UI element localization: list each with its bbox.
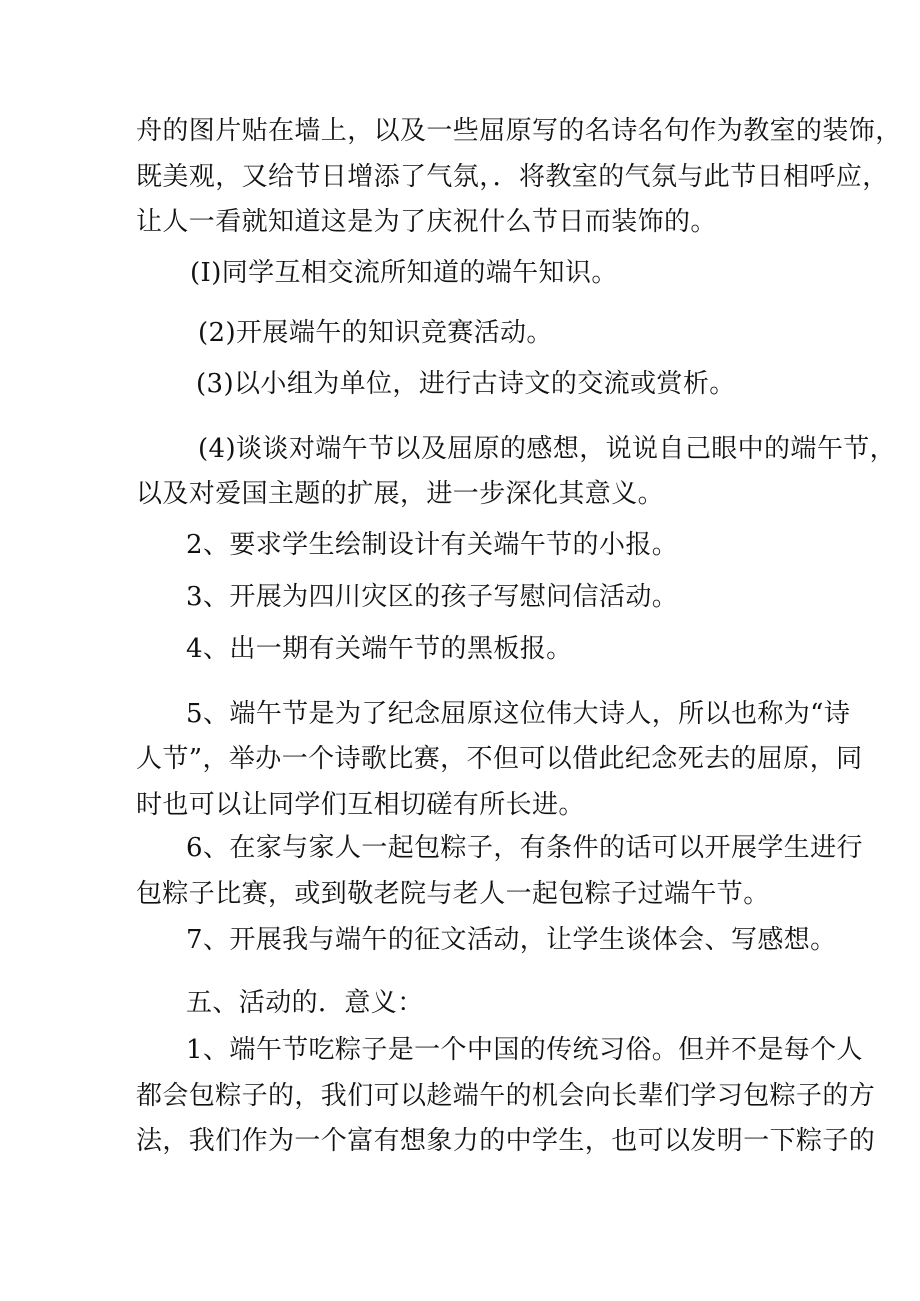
text-line: 都会包粽子的，我们可以趁端午的机会向长辈们学习包粽子的方 [136,1081,876,1111]
text-line: (4)谈谈对端午节以及屈原的感想，说说自己眼中的端午节， [198,434,897,464]
text-line: 让人一看就知道这是为了庆祝什么节日而装饰的。 [136,207,717,237]
text-line: (I)同学互相交流所知道的端午知识。 [190,258,618,288]
text-line: 以及对爱国主题的扩展，进一步深化其意义。 [136,479,665,509]
text-line: 既美观，又给节日增添了气氛，．将教室的气氛与此节日相呼应， [136,162,889,192]
text-line: (3)以小组为单位，进行古诗文的交流或赏析。 [196,369,736,399]
text-line: 人节”，举办一个诗歌比赛，不但可以借此纪念死去的屈原，同 [136,744,863,774]
text-line: 时也可以让同学们互相切磋有所长进。 [136,790,585,820]
text-line: (2)开展端午的知识竞赛活动。 [198,318,553,348]
text-line: 包粽子比赛，或到敬老院与老人一起包粽子过端午节。 [136,879,770,909]
text-line: 6、在家与家人一起包粽子，有条件的话可以开展学生进行 [186,833,863,863]
text-line: 五、活动的．意义： [186,988,424,1018]
text-line: 5、端午节是为了纪念屈原这位伟大诗人，所以也称为“诗 [186,699,851,729]
text-line: 3、开展为四川灾区的孩子写慰问信活动。 [186,582,679,612]
text-line: 4、出一期有关端午节的黑板报。 [186,634,573,664]
text-line: 舟的图片贴在墙上，以及一些屈原写的名诗名句作为教室的装饰， [136,116,902,146]
text-line: 1、端午节吃粽子是一个中国的传统习俗。但并不是每个人 [186,1035,863,1065]
text-line: 法，我们作为一个富有想象力的中学生，也可以发明一下粽子的 [136,1126,876,1156]
text-line: 2、要求学生绘制设计有关端午节的小报。 [186,530,679,560]
text-line: 7、开展我与端午的征文活动，让学生谈体会、写感想。 [186,925,837,955]
